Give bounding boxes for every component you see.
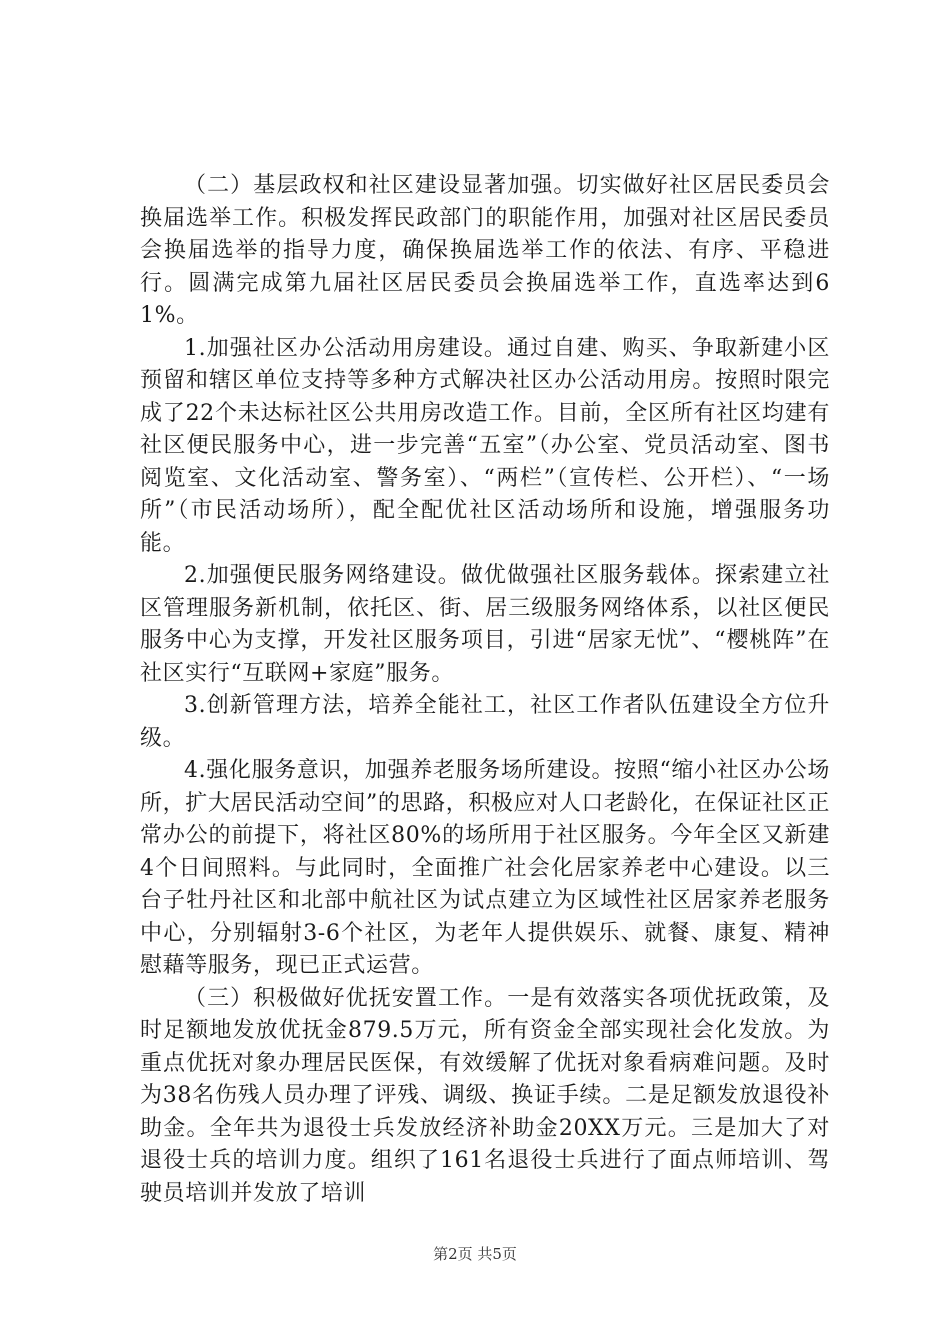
paragraph-office-housing: 1.加强社区办公活动用房建设。通过自建、购买、争取新建小区预留和辖区单位支持等多种方式解决社区办公活动用房。按照时限完成了22个未达标社区公共用房改造工作。目前，全区所有社区均建有社区便民服务中心，进一步完善“五室”（办公室、党员活动室、图书阅览室、文化活动室、警务室）、“两栏”（宣传栏、公开栏）、“一场所”（市民活动场所），配全配优社区活动场所和设施，增强服务功能。	[140, 335, 830, 556]
paragraph-elderly-services: 4.强化服务意识，加强养老服务场所建设。按照“缩小社区办公场所，扩大居民活动空间”的思路，积极应对人口老龄化，在保证社区正常办公的前提下，将社区80%的场所用于社区服务。今年全区又新建4个日间照料。与此同时，全面推广社会化居家养老中心建设。以三台子牡丹社区和北部中航社区为试点建立为区域性社区居家养老服务中心，分别辐射3-6个社区，为老年人提供娱乐、就餐、康复、精神慰藉等服务，现已正式运营。	[140, 758, 830, 978]
page-number-footer: 第2页 共5页	[433, 1245, 517, 1263]
paragraph-service-network: 2.加强便民服务网络建设。做优做强社区服务载体。探索建立社区管理服务新机制，依托区、街、居三级服务网络体系，以社区便民服务中心为支撑，开发社区服务项目，引进“居家无忧”、“樱桃阵”在社区实行“互联网+家庭”服务。	[140, 563, 830, 686]
paragraph-management-methods: 3.创新管理方法，培养全能社工，社区工作者队伍建设全方位升级。	[140, 693, 830, 751]
paragraph-veteran-support: （三）积极做好优抚安置工作。一是有效落实各项优抚政策，及时足额地发放优抚金879.5万元，所有资金全部实现社会化发放。为重点优抚对象办理居民医保，有效缓解了优抚对象看病难问题。及时为38名伤残人员办理了评残、调级、换证手续。二是足额发放退役补助金。全年共为退役士兵发放经济补助金20XX万元。三是加大了对退役士兵的培训力度。组织了161名退役士兵进行了面点师培训、驾驶员培训并发放了培训	[140, 985, 830, 1206]
document-body	[140, 170, 830, 1210]
paragraph-community-governance: （二）基层政权和社区建设显著加强。切实做好社区居民委员会换届选举工作。积极发挥民政部门的职能作用，加强对社区居民委员会换届选举的指导力度，确保换届选举工作的依法、有序、平稳进行。圆满完成第九届社区居民委员会换届选举工作，直选率达到61%。	[140, 173, 830, 328]
